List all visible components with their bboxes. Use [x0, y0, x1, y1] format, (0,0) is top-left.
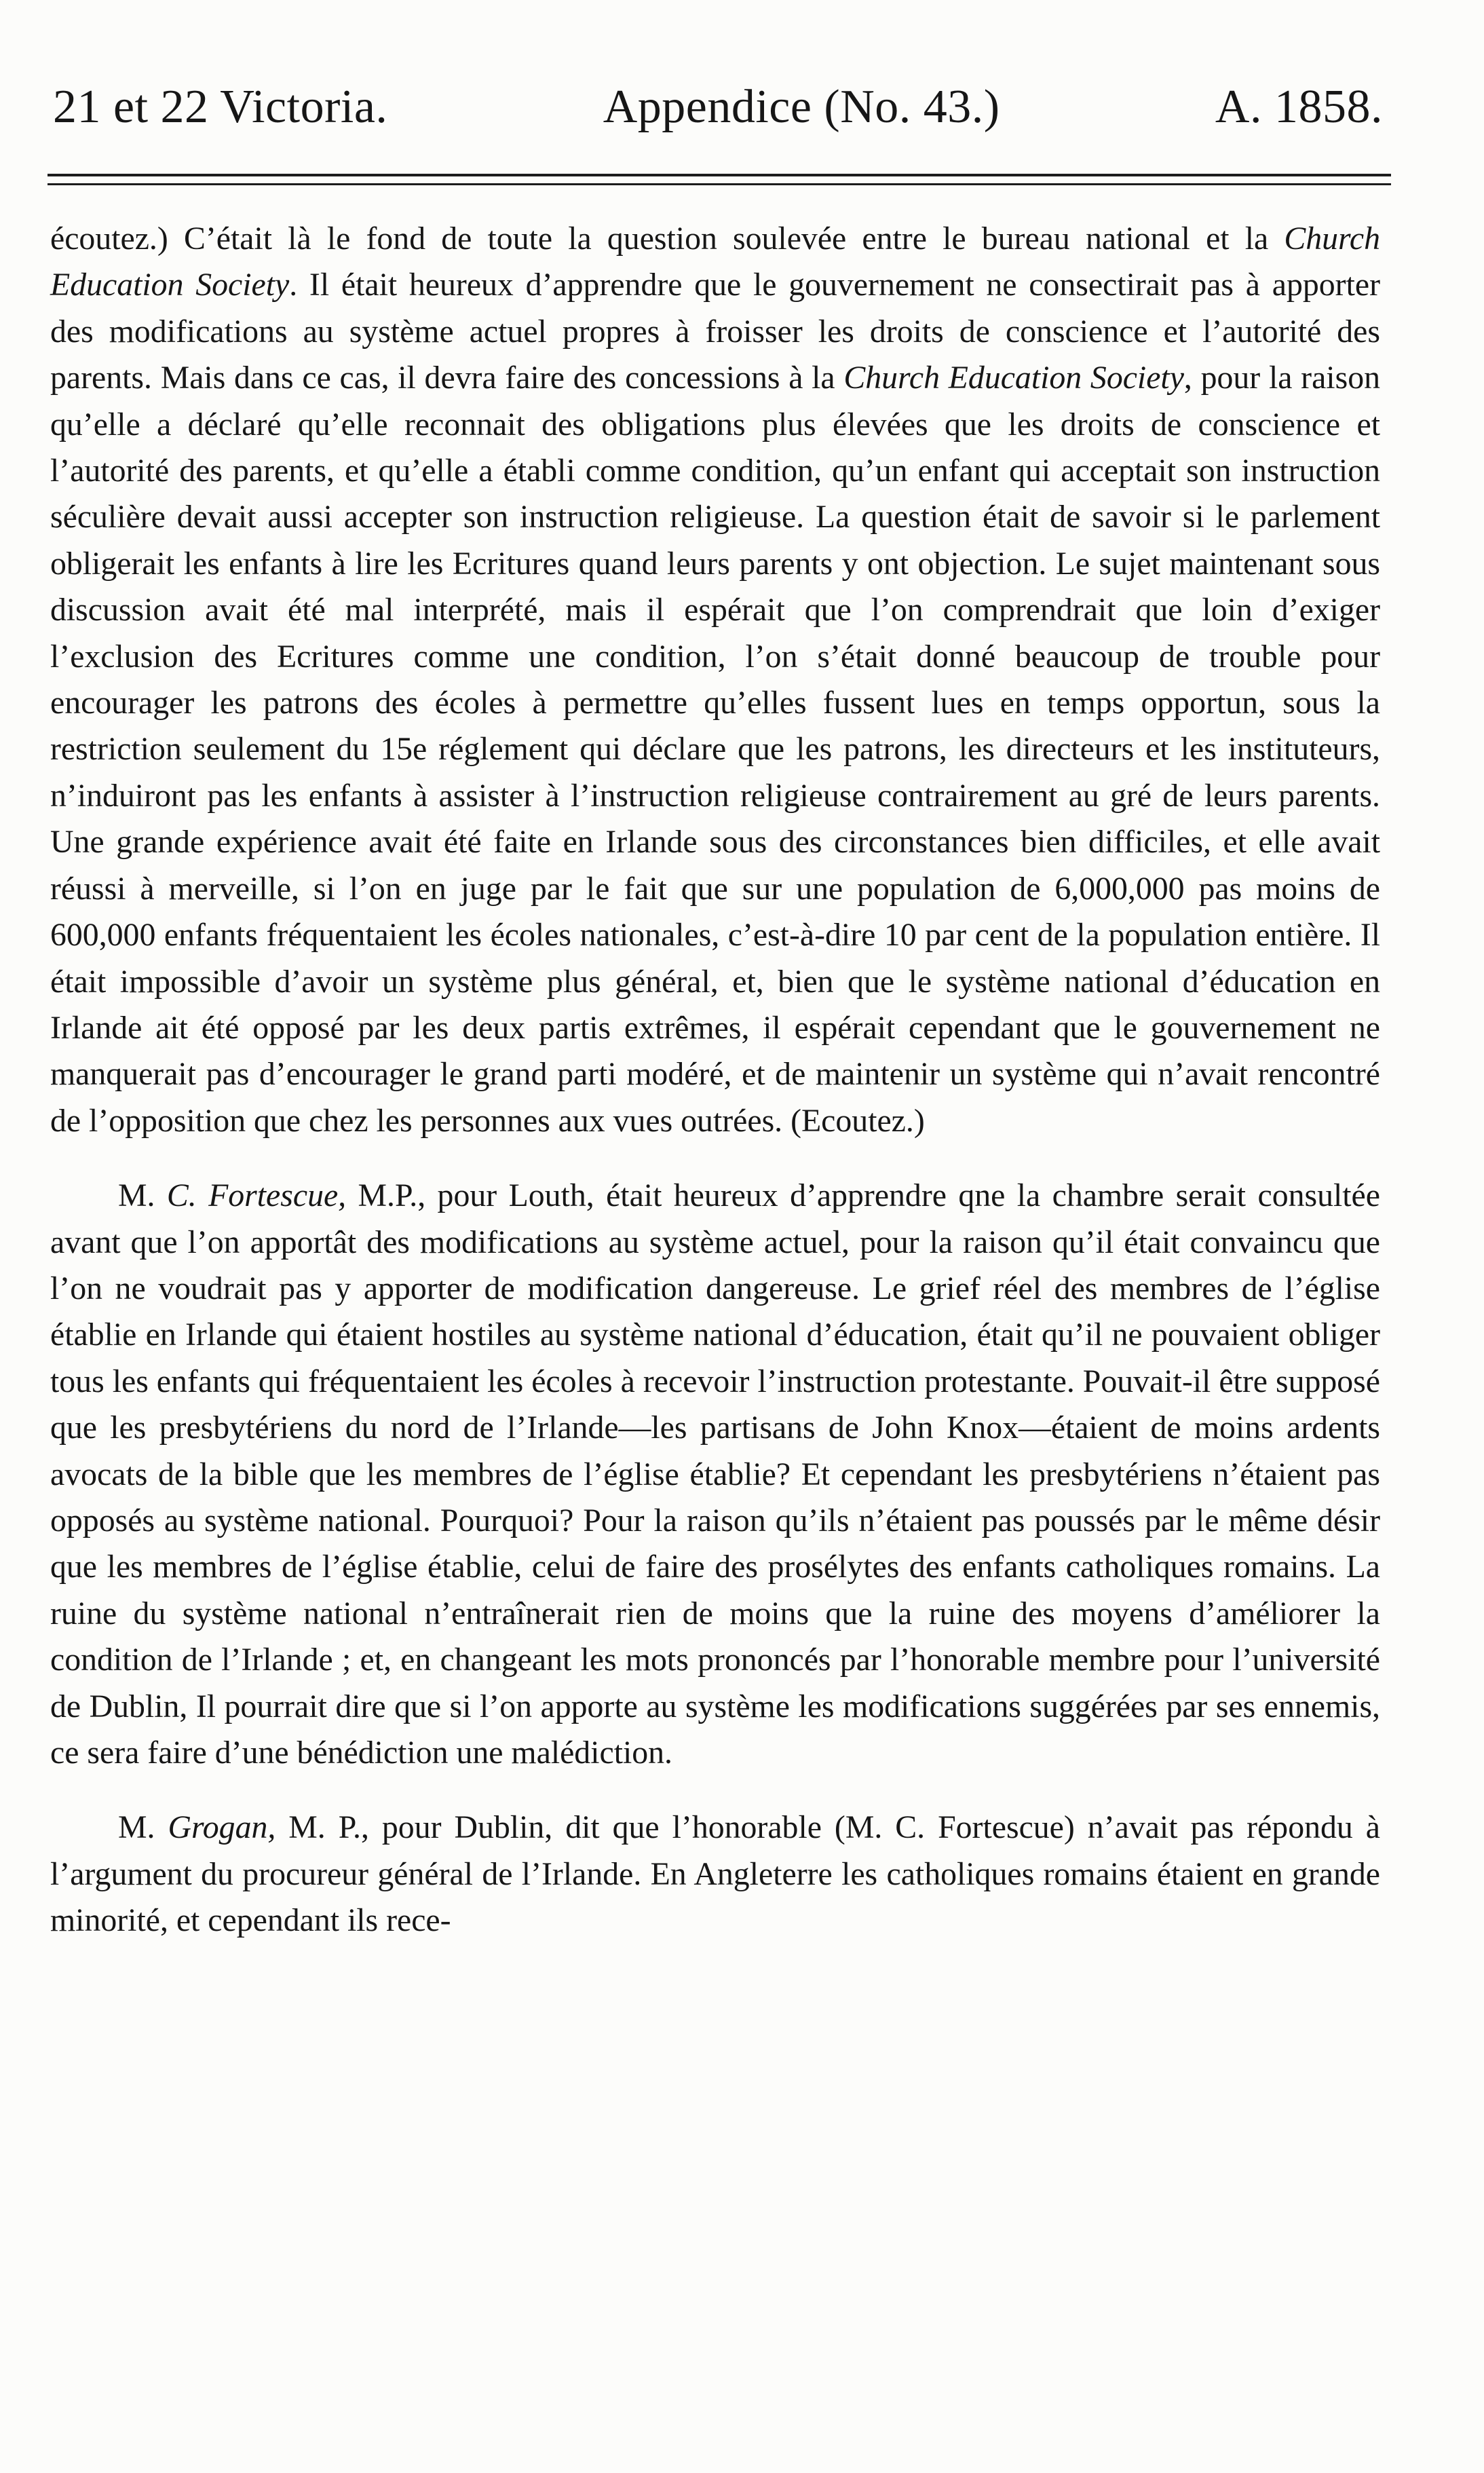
text-run: M.	[118, 1177, 167, 1214]
italic-society-name: Church Education Society	[50, 221, 1380, 303]
text-run: M.P., pour Louth, était heureux d’apprendre qne la chambre serait consultée avant que l’on apportât des modifications au système actuel, pour la raison qu’il était convaincu que l’on ne voudrait pas y apporter de modification dangereuse. Le grief réel des membres de l’église établie en Irlande qui étaient hostiles au système national d’éducation, était qu’il ne pouvaient obliger tous les enfants qui fréquentaient les écoles à recevoir l’instruction protestante. Pouvait-il être supposé que les presbytériens du nord de l’Irlande—les partisans de John Knox—étaient de moins ardents avocats de la bible que les membres de l’église établie? Et cependant les presbytériens n’étaient pas opposés au système national. Pourquoi? Pour la raison qu’ils n’étaient pas poussés par le même désir que les membres de l’église établie, celui de faire des prosélytes des enfants catholiques romains. La ruine du système national n’entraînerait rien de moins que la ruine des moyens d’améliorer la condition de l’Irlande ; et, en changeant les mots prononcés par l’honorable membre pour l’université de Dublin, Il pourrait dire que si l’on apporte au système les modifications suggérées par ses ennemis, ce sera faire d’une bénédiction une malédiction.	[50, 1177, 1380, 1771]
paragraph-grogan	[50, 1805, 1380, 1944]
header-session: 21 et 22 Victoria.	[53, 81, 388, 133]
header-year: A. 1858.	[1215, 81, 1383, 133]
header-appendix: Appendice (No. 43.)	[603, 81, 1000, 133]
paragraph-continued	[50, 216, 1380, 1144]
header-rule-bottom	[47, 183, 1391, 185]
text-run: écoutez.) C’était là le fond de toute la question soulevée entre le bureau national et la	[50, 221, 1285, 257]
running-header	[53, 80, 1383, 148]
paragraph-fortescue	[50, 1173, 1380, 1776]
text-run: , pour la raison qu’elle a déclaré qu’elle reconnait des obligations plus élevées que les droits de conscience et l’autorité des parents, et qu’elle a établi comme condition, qu’un enfant qui acceptait son instruction séculière devait aussi accepter son instruction religieuse. La question était de savoir si le parlement obligerait les enfants à lire les Ecritures quand leurs parents y ont objection. Le sujet maintenant sous discussion avait été mal interprété, mais il espérait que l’on comprendrait que loin d’exiger l’exclusion des Ecritures comme une condition, l’on s’était donné beaucoup de trouble pour encourager les patrons des écoles à permettre qu’elles fussent lues en temps opportun, sous la restriction seulement du 15e réglement qui déclare que les patrons, les directeurs et les instituteurs, n’induiront pas les enfants à assister à l’instruction religieuse contrairement au gré de leurs parents. Une grande expérience avait été faite en Irlande sous des circonstances bien difficiles, et elle avait réussi à merveille, si l’on en juge par le fait que sur une population de 6,000,000 pas moins de 600,000 enfants fréquentaient les écoles nationales, c’est-à-dire 10 par cent de la population entière. Il était impossible d’avoir un système plus général, et, bien que le système national d’éducation en Irlande ait été opposé par les deux partis extrêmes, il espérait cependant que le gouvernement ne manquerait pas d’encourager le grand parti modéré, et de maintenir un système qui n’avait rencontré de l’opposition que chez les personnes aux vues outrées. (Ecoutez.)	[50, 360, 1380, 1139]
speaker-name: C. Fortescue,	[166, 1177, 347, 1214]
text-run: M.	[118, 1809, 168, 1846]
speaker-name: Grogan,	[168, 1809, 276, 1846]
body-text	[50, 216, 1380, 1944]
italic-society-name: Church Education Society	[843, 360, 1184, 396]
text-run: M. P., pour Dublin, dit que l’honorable (M. C. Fortescue) n’avait pas répondu à l’argument du procureur général de l’Irlande. En Angleterre les catholiques romains étaient en grande minorité, et cependant ils rece-	[50, 1809, 1380, 1939]
text-run: . Il était heureux d’apprendre que le gouvernement ne consectirait pas à apporter des modifications au système actuel propres à froisser les droits de conscience et l’autorité des parents. Mais dans ce cas, il devra faire des concessions à la	[50, 267, 1380, 396]
header-rule-top	[47, 174, 1391, 176]
